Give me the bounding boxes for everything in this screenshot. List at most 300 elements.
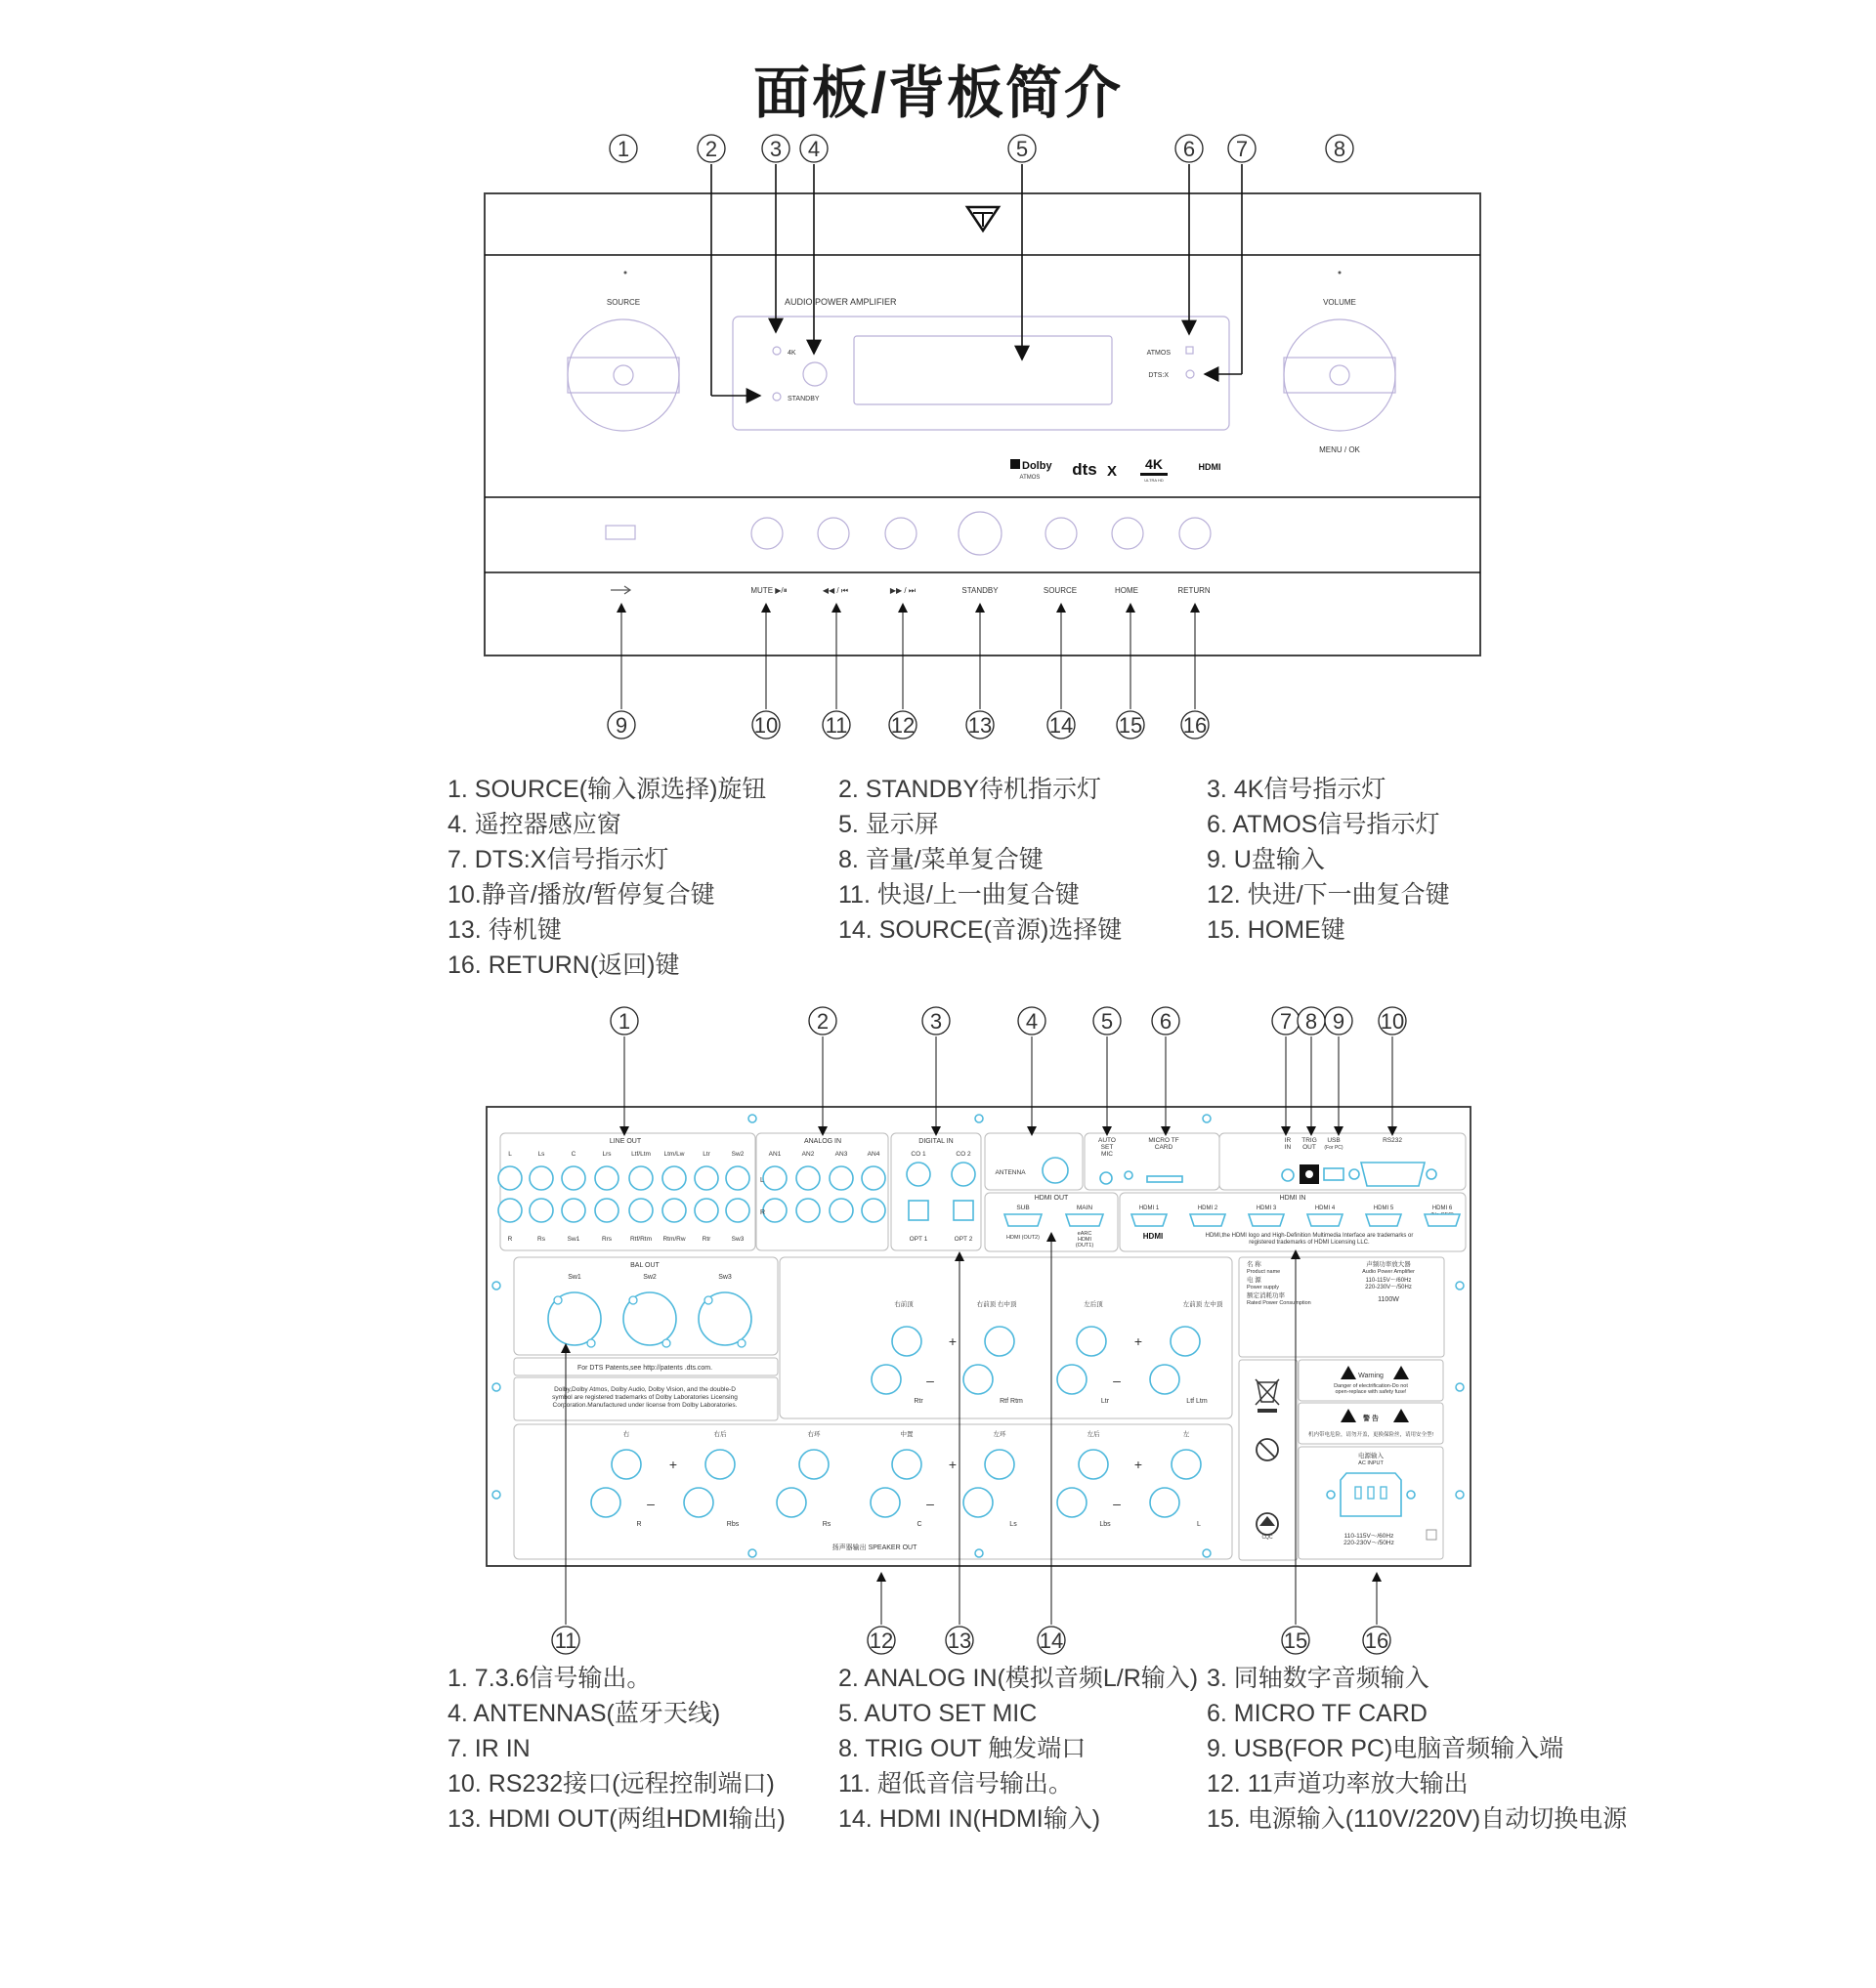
polarity-minus: – [926,1373,934,1388]
analog-in-jack [862,1199,885,1222]
front-callout-7-number: 7 [1235,137,1249,161]
front-legend-item: 2. STANDBY待机指示灯 [838,776,1102,803]
coaxial-jack [907,1163,930,1186]
bal-out-channel-label: Sw3 [718,1274,732,1281]
analog-r-label: R [760,1209,766,1216]
bal-out-channel-label: Sw2 [643,1274,657,1281]
polarity-minus: – [1113,1496,1121,1511]
micro-tf-label: MICRO TF [1148,1137,1179,1144]
ac-input-value: 110-115V～/60Hz [1343,1533,1394,1540]
line-out-channel-label: Rrs [601,1236,613,1243]
front-callout-13-number: 13 [967,713,993,738]
warning-text: Danger of electrification-Do not [1334,1383,1408,1389]
speaker-terminal [799,1450,829,1479]
coax-label: CO 2 [956,1151,971,1158]
height-speaker-label: 左后顶 [1084,1301,1103,1308]
antenna-label: ANTENNA [995,1169,1026,1176]
speaker-terminal [871,1488,900,1517]
earc-label: HDMI [1077,1237,1092,1243]
main-speaker-label: 左环 [993,1431,1006,1438]
coaxial-jack [952,1163,975,1186]
hdmi-trademark-note: HDMI,the HDMI logo and High-Definition Multimedia Interface are trademarks or [1205,1233,1414,1239]
front-callout-11-number: 11 [825,713,848,738]
line-out-channel-label: Rtm/Rw [662,1236,686,1243]
front-legend-item: 3. 4K信号指示灯 [1207,776,1386,803]
speaker-terminal [872,1365,901,1394]
rear-legend-item: 9. USB(FOR PC)电脑音频输入端 [1207,1735,1564,1762]
mounting-hole [975,1115,983,1122]
front-legend-item: 15. HOME键 [1207,916,1345,944]
rs232-label: RS232 [1383,1137,1402,1144]
indicator-dot [1339,272,1342,275]
power-supply-value: 220-230V～/50Hz [1365,1285,1412,1290]
line-out-channel-label: C [571,1151,576,1158]
rear-legend-item: 2. ANALOG IN(模拟音频L/R输入) [838,1665,1199,1692]
line-out-channel-label: Ltm/Lw [663,1151,685,1158]
warning-cn-text: 机内带电危险，请勿开盖，更换保险丝，请用安全型! [1307,1432,1434,1438]
mute-label: MUTE ▶/⏸ [750,586,788,595]
front-legend-item: 1. SOURCE(输入源选择)旋钮 [448,776,767,803]
line-out-jack [662,1199,686,1222]
speaker-terminal [705,1450,735,1479]
product-name-cn: 名 称 [1247,1261,1261,1268]
rear-legend-item: 6. MICRO TF CARD [1207,1700,1428,1727]
hdmi-in-port-label: HDMI 3 [1256,1205,1277,1211]
front-legend-item: 13. 待机键 [448,916,562,944]
speaker-terminal [963,1365,993,1394]
main-speaker-channel: R [636,1521,642,1528]
front-legend-item: 16. RETURN(返回)键 [448,952,680,979]
analog-in-jack [763,1166,787,1190]
amplifier-label: AUDIO POWER AMPLIFIER [785,297,897,307]
hdmi-in-port [1131,1214,1167,1226]
hdmi-in-logo: HDMI [1142,1232,1164,1241]
main-speaker-channel: Rs [822,1521,831,1528]
dolby-trademark-note: Corporation.Manufactured under license from Dolby Laboratories. [552,1402,738,1409]
front-legend-item: 14. SOURCE(音源)选择键 [838,916,1123,944]
return-button-label: RETURN [1177,586,1211,595]
usb-sub-label: (For PC) [1324,1145,1343,1151]
antenna-jack [1043,1158,1068,1183]
speaker-terminal [777,1488,806,1517]
rear-legend-item: 3. 同轴数字音频输入 [1207,1665,1429,1692]
hdmi-trademark-note: registered trademarks of HDMI Licensing LLC. [1249,1240,1370,1246]
dolby-logo-sub: ATMOS [1019,475,1041,481]
polarity-plus: + [1133,1333,1143,1349]
speaker-terminal [985,1450,1014,1479]
hdmi-logo: HDMI [1198,462,1221,472]
auto-set-mic-label: MIC [1101,1151,1113,1158]
rear-legend-item: 14. HDMI IN(HDMI输入) [838,1805,1101,1833]
hdmi-out-port [1004,1214,1042,1226]
rear-legend-item: 11. 超低音信号输出。 [838,1770,1073,1798]
line-out-channel-label: Sw2 [731,1151,745,1158]
earc-label: (OUT1) [1075,1243,1094,1248]
speaker-terminal [1077,1327,1106,1356]
front-callout-15-number: 15 [1118,713,1143,738]
line-out-channel-label: Sw3 [731,1236,745,1243]
front-legend-item: 9. U盘输入 [1207,846,1325,873]
line-out-channel-label: Rs [537,1236,545,1243]
rear-legend-item: 13. HDMI OUT(两组HDMI输出) [448,1805,786,1833]
main-speaker-channel: L [1197,1521,1201,1528]
rear-callout-9-number: 9 [1332,1009,1345,1034]
led-atmos-label: ATMOS [1146,350,1171,357]
hdmi-in-port-label: HDMI 6 [1431,1205,1453,1211]
polarity-minus: – [1113,1373,1121,1388]
xlr-pin [738,1339,746,1347]
polarity-minus: – [926,1496,934,1511]
front-callout-9-number: 9 [615,713,628,738]
rear-panel [487,1007,1471,1654]
product-name-value-cn: 声频功率放大器 [1366,1261,1411,1268]
rear-legend-item: 1. 7.3.6信号输出。 [448,1665,652,1692]
rated-power-en: Rated Power Consumption [1247,1300,1311,1306]
line-out-jack [595,1199,618,1222]
volume-knob-label: VOLUME [1323,298,1356,307]
ac-screw [1327,1491,1335,1499]
height-speaker-label: 右前顶 右中顶 [976,1301,1017,1308]
speaker-terminal [1079,1450,1108,1479]
analog-in-jack [830,1199,853,1222]
analog-in-channel-label: AN4 [867,1151,880,1158]
warning-text: open-replace with safety fuse! [1335,1389,1407,1395]
line-out-jack [498,1199,522,1222]
line-out-channel-label: Sw1 [567,1236,580,1243]
rear-callout-16-number: 16 [1364,1628,1389,1653]
standby-button-label: STANDBY [961,586,999,595]
logo-4k-bar [1140,473,1168,476]
analog-l-label: L [760,1177,764,1184]
line-out-channel-label: R [507,1236,513,1243]
rear-callout-7-number: 7 [1279,1009,1293,1034]
dts-logo: dts [1072,460,1097,479]
dolby-trademark-note: Dolby,Dolby Atmos, Dolby Audio, Dolby Vision, and the double-D [554,1386,736,1393]
mic-jack [1125,1171,1132,1179]
main-speaker-channel: Lbs [1099,1521,1111,1528]
hdmi-out-label: HDMI OUT [1034,1195,1069,1202]
mounting-hole [492,1383,500,1391]
line-out-jack [562,1199,585,1222]
trig-out-label: TRIG [1301,1137,1317,1144]
dolby-logo-icon [1010,459,1020,469]
line-out-channel-label: Ltf/Ltm [631,1151,651,1158]
mounting-hole [975,1549,983,1557]
mounting-hole [1456,1383,1464,1391]
auto-set-mic-label: AUTO [1098,1137,1116,1144]
main-speaker-channel: Rbs [726,1521,740,1528]
front-callout-8-number: 8 [1333,137,1346,161]
line-out-label: LINE OUT [609,1138,642,1145]
mounting-hole [748,1549,756,1557]
logo-4k: 4K [1145,456,1163,472]
speaker-terminal [1171,1327,1200,1356]
trig-out-hole [1305,1170,1313,1178]
hdmi-in-port [1425,1214,1460,1226]
speaker-terminal [1172,1450,1201,1479]
mounting-hole [1456,1282,1464,1290]
analog-in-jack [830,1166,853,1190]
hdmi-sub-label: SUB [1016,1205,1030,1211]
hdmi-out-port [1066,1214,1103,1226]
line-out-jack [662,1166,686,1190]
hdmi-in-port [1249,1214,1284,1226]
polarity-plus: + [668,1457,678,1472]
rear-callout-2-number: 2 [816,1009,830,1034]
rear-legend-item: 5. AUTO SET MIC [838,1700,1038,1727]
height-speaker-channel: Rtf Rtm [1000,1398,1023,1405]
auto-set-mic-label: SET [1100,1144,1114,1151]
ac-input-cn: 电源输入 [1358,1453,1384,1459]
rs232-port [1361,1163,1425,1186]
main-speaker-label: 右环 [807,1431,821,1438]
speaker-terminal [892,1450,921,1479]
ac-input-value: 220-230V～/50Hz [1343,1540,1394,1546]
rear-callout-10-number: 10 [1380,1009,1405,1034]
height-speaker-label: 右前顶 [894,1301,914,1308]
dolby-logo: Dolby [1022,460,1052,472]
ir-in-label: IR [1284,1137,1292,1144]
speaker-terminal [892,1327,921,1356]
dtsx-logo: X [1106,463,1118,480]
line-out-channel-label: Ltr [703,1151,710,1158]
analog-in-label: ANALOG IN [803,1138,842,1145]
front-callout-10-number: 10 [753,713,779,738]
polarity-plus: + [1133,1457,1143,1472]
rear-legend-item: 12. 11声道功率放大输出 [1207,1770,1469,1798]
ac-screw [1407,1491,1415,1499]
rs232-screw [1427,1169,1436,1179]
front-callout-5-number: 5 [1015,137,1029,161]
power-supply-en: Power supply [1247,1285,1280,1290]
rear-callout-3-number: 3 [929,1009,943,1034]
mounting-hole [492,1282,500,1290]
xlr-pin [587,1339,595,1347]
line-out-channel-label: Rtf/Rtm [629,1236,653,1243]
speaker-terminal [1150,1365,1179,1394]
hdmi-in-port-label: HDMI 1 [1138,1205,1160,1211]
hdmi-in-port-label: HDMI 2 [1197,1205,1218,1211]
analog-in-channel-label: AN1 [768,1151,782,1158]
analog-in-jack [862,1166,885,1190]
led-dtsx-label: DTS:X [1148,372,1169,379]
line-out-jack [530,1199,553,1222]
hdmi-in-port [1366,1214,1401,1226]
hdmi-out2-label: HDMI (OUT2) [1006,1235,1040,1241]
rear-callout-14-number: 14 [1039,1628,1064,1653]
bal-out-channel-label: Sw1 [568,1274,581,1281]
digital-in-label: DIGITAL IN [918,1138,954,1145]
main-speaker-label: 中置 [900,1431,914,1438]
front-callout-12-number: 12 [890,713,916,738]
main-speaker-label: 左 [1182,1431,1190,1438]
speaker-out-label: 扬声器输出 SPEAKER OUT [831,1544,917,1551]
rated-power-value: 1100W [1378,1296,1399,1303]
xlr-pin [704,1296,712,1304]
bal-out-label: BAL OUT [630,1262,660,1269]
line-out-jack [629,1199,653,1222]
hdmi-in-port [1190,1214,1225,1226]
product-name-en: Product name [1247,1269,1281,1275]
speaker-terminal [1057,1488,1087,1517]
line-out-jack [562,1166,585,1190]
front-legend-item: 4. 遥控器感应窗 [448,811,621,838]
hdmi-in-port-label: HDMI 5 [1373,1205,1394,1211]
main-speaker-label: 左后 [1087,1431,1100,1438]
front-legend-item: 5. 显示屏 [838,811,939,838]
line-out-channel-label: Ls [537,1151,545,1158]
line-out-jack [695,1199,718,1222]
rear-callout-11-number: 11 [554,1628,577,1653]
dts-patent-note: For DTS Patents,see http://patents .dts.com. [576,1365,713,1372]
polarity-minus: – [647,1496,655,1511]
line-out-channel-label: Lrs [602,1151,612,1158]
source-knob-label: SOURCE [606,298,641,307]
mounting-hole [492,1491,500,1499]
dolby-trademark-note: symbol are registered trademarks of Dolby Laboratories Licensing [552,1394,738,1401]
mounting-hole [1203,1549,1211,1557]
line-out-channel-label: L [508,1151,512,1158]
rear-legend-item: 8. TRIG OUT 触发端口 [838,1735,1087,1762]
front-panel [485,135,1480,739]
height-speaker-channel: Ltf Ltm [1186,1398,1208,1405]
front-legend-item: 10.静音/播放/暂停复合键 [448,881,715,909]
front-callout-6-number: 6 [1182,137,1196,161]
fast-forward-label: ▶▶ / ⏭ [889,586,917,595]
front-legend-item: 6. ATMOS信号指示灯 [1207,811,1440,838]
warning-cn-label: 警 告 [1363,1416,1379,1422]
rear-callout-5-number: 5 [1100,1009,1114,1034]
mic-jack [1100,1172,1112,1184]
rear-callout-13-number: 13 [947,1628,972,1653]
warning-label: Warning [1358,1373,1384,1379]
front-legend-item: 7. DTS:X信号指示灯 [448,846,669,873]
ir-in-jack [1282,1169,1294,1181]
led-standby-label: STANDBY [788,396,820,402]
hdmi-main-label: MAIN [1076,1205,1093,1211]
analog-in-channel-label: AN2 [801,1151,815,1158]
usb-label: USB [1327,1137,1341,1144]
rear-callout-8-number: 8 [1304,1009,1318,1034]
ac-input-en: AC INPUT [1358,1460,1384,1466]
hdmi-in-label: HDMI IN [1279,1195,1306,1202]
usb-b-port [1324,1168,1343,1180]
height-speaker-channel: Ltr [1100,1398,1110,1405]
micro-tf-label: CARD [1154,1144,1173,1151]
rear-callout-4-number: 4 [1025,1009,1039,1034]
front-legend-item: 11. 快退/上一曲复合键 [838,881,1080,909]
product-name-value-en: Audio Power Amplifier [1362,1269,1415,1275]
main-speaker-label: 右后 [713,1431,727,1438]
height-speaker-channel: Rtr [914,1398,923,1405]
speaker-terminal [1057,1365,1087,1394]
height-speaker-label: 左前顶 左中顶 [1182,1301,1223,1308]
line-out-channel-label: Rtr [702,1236,711,1243]
line-out-jack [629,1166,653,1190]
mounting-hole [1456,1491,1464,1499]
speaker-terminal [591,1488,620,1517]
rear-callout-1-number: 1 [618,1009,631,1034]
main-speaker-label: 右 [622,1431,630,1438]
hdmi-in-port [1307,1214,1343,1226]
main-speaker-channel: C [917,1521,922,1528]
front-legend-item: 12. 快进/下一曲复合键 [1207,881,1450,909]
earc-label: eARC [1077,1231,1092,1237]
optical-port [909,1201,928,1220]
line-out-jack [530,1166,553,1190]
optical-label: OPT 1 [909,1236,928,1243]
weee-bar-icon [1258,1409,1277,1413]
rear-callout-6-number: 6 [1159,1009,1172,1034]
polarity-plus: + [948,1333,958,1349]
rear-legend-item: 15. 电源输入(110V/220V)自动切换电源 [1207,1805,1628,1833]
line-out-jack [726,1166,749,1190]
optical-port [954,1201,973,1220]
optical-label: OPT 2 [954,1236,973,1243]
trig-out-label: OUT [1302,1144,1316,1151]
analog-in-jack [796,1166,820,1190]
speaker-terminal [684,1488,713,1517]
speaker-terminal [985,1327,1014,1356]
front-callout-3-number: 3 [769,137,783,161]
rear-legend-item: 4. ANTENNAS(蓝牙天线) [448,1700,721,1727]
line-out-jack [726,1199,749,1222]
ac-inlet [1341,1473,1401,1516]
cqc-label: CQC [1261,1535,1273,1541]
indicator-dot [624,272,627,275]
mounting-hole [1203,1115,1211,1122]
front-callout-14-number: 14 [1048,713,1074,738]
tf-card-slot [1147,1176,1182,1182]
source-button-label: SOURCE [1043,586,1078,595]
analog-in-jack [763,1199,787,1222]
xlr-pin [629,1296,637,1304]
page-title: 面板/背板简介 [752,62,1124,125]
analog-in-jack [796,1199,820,1222]
front-callout-2-number: 2 [704,137,718,161]
front-legend-item: 8. 音量/菜单复合键 [838,846,1044,873]
main-speaker-channel: Ls [1009,1521,1017,1528]
line-out-jack [695,1166,718,1190]
menu-ok-label: MENU / OK [1319,445,1360,454]
hdmi-in-port-label: HDMI 4 [1314,1205,1336,1211]
rear-callout-12-number: 12 [869,1628,894,1653]
front-callout-16-number: 16 [1182,713,1208,738]
analog-in-channel-label: AN3 [834,1151,848,1158]
logo-4k-sub: ULTRA HD [1144,478,1164,483]
power-supply-cn: 电 源 [1247,1277,1261,1284]
front-callout-1-number: 1 [617,137,630,161]
coax-label: CO 1 [911,1151,926,1158]
line-out-jack [595,1166,618,1190]
rated-power-cn: 额定消耗功率 [1247,1292,1285,1299]
speaker-terminal [1150,1488,1179,1517]
speaker-terminal [963,1488,993,1517]
led-4k-label: 4K [788,350,796,357]
xlr-pin [662,1339,670,1347]
rs232-screw [1349,1169,1359,1179]
rewind-label: ◀◀ / ⏮ [822,586,849,595]
mounting-hole [748,1115,756,1122]
rear-callout-15-number: 15 [1283,1628,1308,1653]
xlr-pin [554,1296,562,1304]
home-button-label: HOME [1115,586,1138,595]
polarity-plus: + [948,1457,958,1472]
line-out-jack [498,1166,522,1190]
speaker-terminal [612,1450,641,1479]
rear-legend-item: 7. IR IN [448,1735,531,1762]
power-supply-value: 110-115V～/60Hz [1365,1278,1412,1284]
